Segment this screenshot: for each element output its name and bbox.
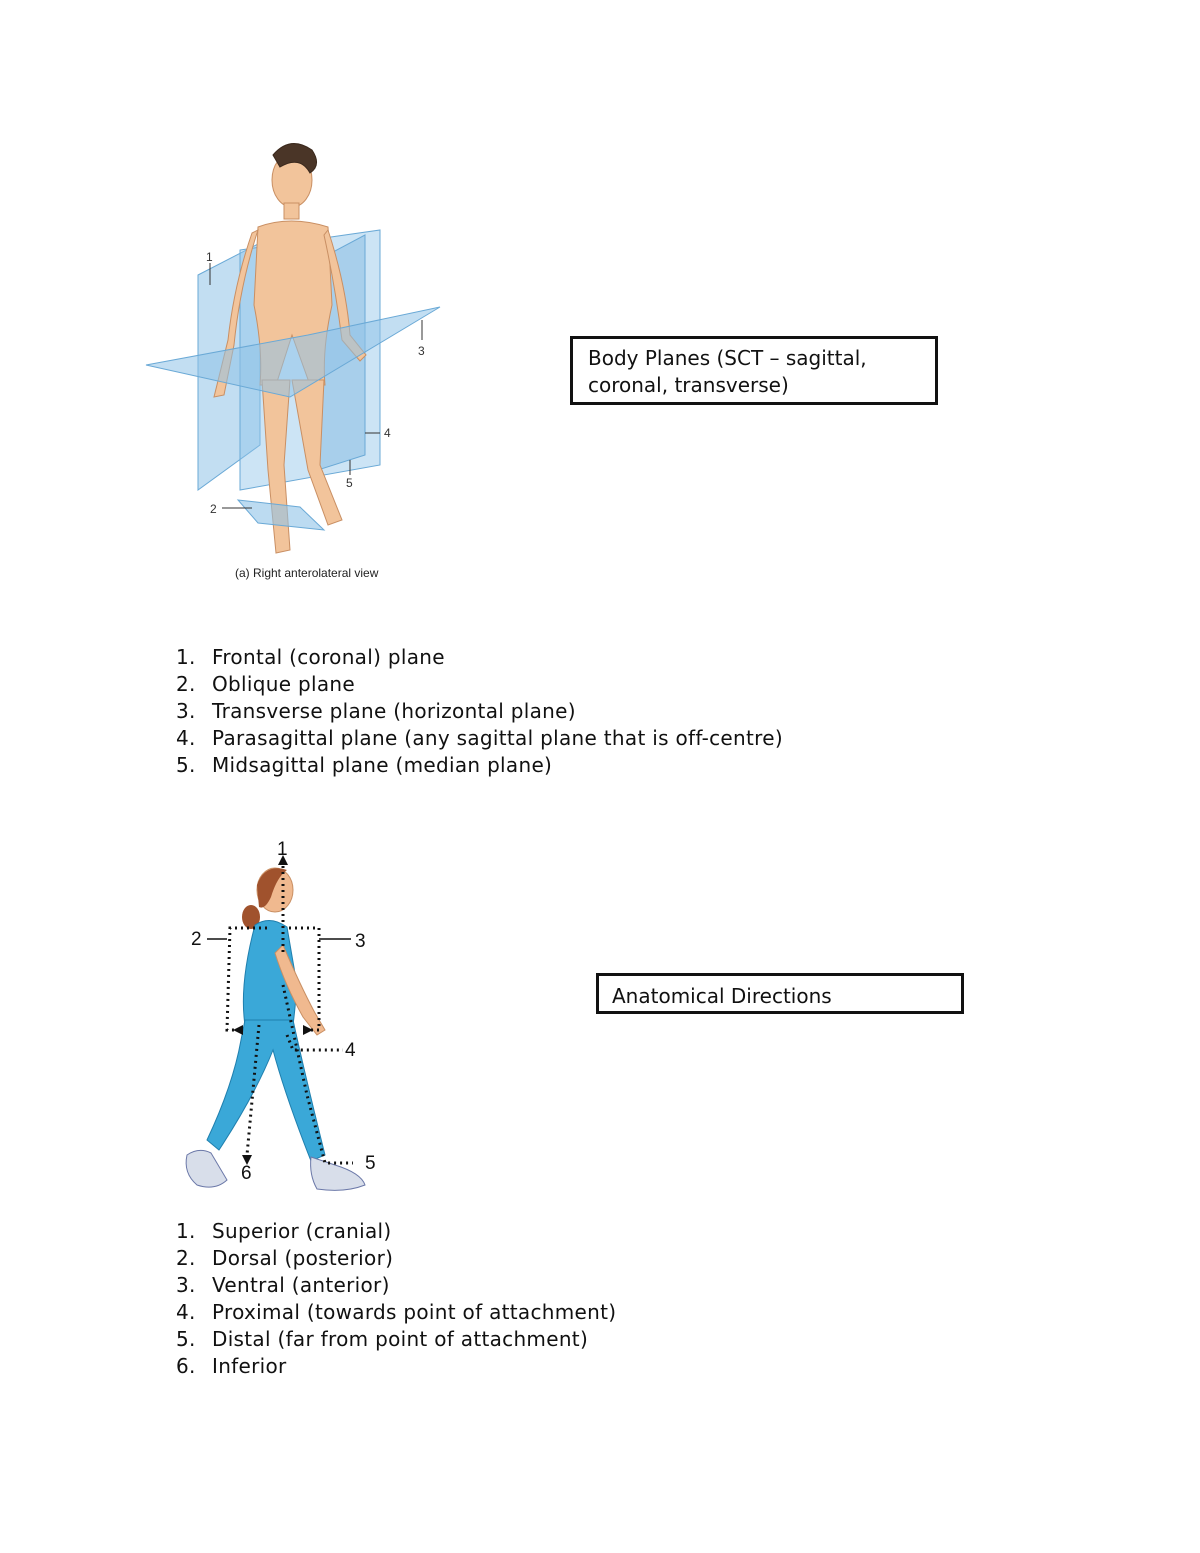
list-item: 1. Superior (cranial) (176, 1219, 392, 1243)
callout-2: 2 (191, 929, 202, 950)
callout-6: 6 (241, 1163, 252, 1184)
callout-4: 4 (345, 1040, 356, 1061)
body-planes-title-line-2: coronal, transverse) (588, 373, 789, 397)
list-item: 2. Oblique plane (176, 672, 355, 696)
walking-figure-illustration (175, 835, 395, 1200)
arrow-left (233, 1025, 243, 1035)
list-item: 6. Inferior (176, 1354, 287, 1378)
callout-1: 1 (277, 839, 288, 860)
body-planes-figure (140, 135, 450, 590)
list-item: 3. Transverse plane (horizontal plane) (176, 699, 576, 723)
list-item: 1. Frontal (coronal) plane (176, 645, 445, 669)
list-item: 3. Ventral (anterior) (176, 1273, 390, 1297)
list-item: 2. Dorsal (posterior) (176, 1246, 394, 1270)
callout-3: 3 (418, 344, 425, 358)
body-planes-title-box (570, 336, 938, 405)
body-planes-list (176, 644, 783, 779)
anatomical-directions-list (176, 1218, 616, 1380)
callout-5: 5 (365, 1153, 376, 1174)
callout-3: 3 (355, 931, 366, 952)
walking-person (186, 868, 365, 1190)
oblique-plane (238, 500, 324, 530)
list-item: 5. Distal (far from point of attachment) (176, 1327, 589, 1351)
body-planes-illustration (140, 135, 450, 590)
callout-5: 5 (346, 476, 353, 490)
list-item: 4. Parasagittal plane (any sagittal plane that is off-centre) (176, 726, 783, 750)
anatomical-directions-title-box (596, 973, 964, 1014)
callout-1: 1 (206, 250, 213, 264)
body-planes-title-line-1: Body Planes (SCT – sagittal, (588, 346, 867, 370)
list-item: 5. Midsagittal plane (median plane) (176, 753, 553, 777)
callout-4: 4 (384, 426, 391, 440)
list-item: 4. Proximal (towards point of attachment) (176, 1300, 617, 1324)
figure-caption: (a) Right anterolateral view (235, 566, 379, 580)
anatomical-directions-title: Anatomical Directions (612, 984, 832, 1008)
callout-2: 2 (210, 502, 217, 516)
anatomical-directions-figure (175, 835, 395, 1200)
